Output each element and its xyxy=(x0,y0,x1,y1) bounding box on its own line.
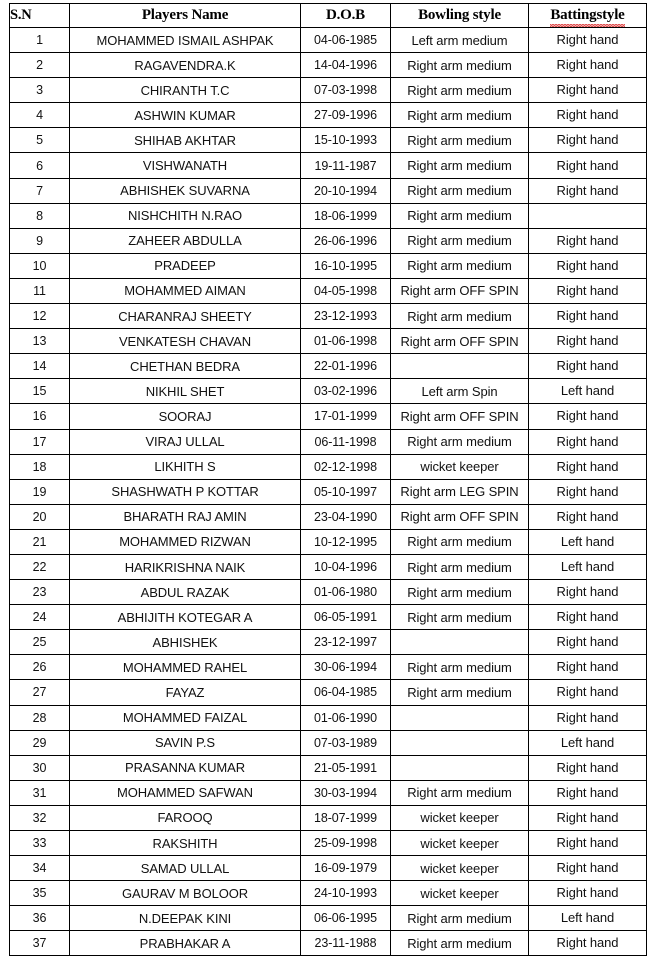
table-row[interactable] xyxy=(10,429,647,454)
cell-bowling-style[interactable]: Right arm OFF SPIN xyxy=(391,329,529,354)
cell-serial-number[interactable]: 7 xyxy=(10,178,70,203)
table-header xyxy=(10,4,647,28)
cell-player-name[interactable]: VENKATESH CHAVAN xyxy=(70,329,301,354)
table-row[interactable] xyxy=(10,404,647,429)
cell-date-of-birth[interactable]: 14-04-1996 xyxy=(301,53,391,78)
cell-serial-number[interactable]: 4 xyxy=(10,103,70,128)
cell-bowling-style[interactable]: Right arm medium xyxy=(391,655,529,680)
cell-date-of-birth[interactable]: 07-03-1989 xyxy=(301,730,391,755)
cell-date-of-birth[interactable]: 06-06-1995 xyxy=(301,906,391,931)
cell-date-of-birth[interactable]: 06-11-1998 xyxy=(301,429,391,454)
cell-bowling-style[interactable]: Left arm medium xyxy=(391,28,529,53)
table-row[interactable] xyxy=(10,304,647,329)
cell-date-of-birth[interactable]: 23-11-1988 xyxy=(301,931,391,956)
cell-player-name[interactable]: PRASANNA KUMAR xyxy=(70,755,301,780)
cell-serial-number[interactable]: 26 xyxy=(10,655,70,680)
cell-bowling-style[interactable]: Right arm LEG SPIN xyxy=(391,479,529,504)
cell-bowling-style[interactable]: Right arm medium xyxy=(391,128,529,153)
cell-bowling-style[interactable]: Right arm medium xyxy=(391,680,529,705)
cell-bowling-style[interactable]: Right arm medium xyxy=(391,103,529,128)
column-header-bowling-style[interactable]: Bowling style xyxy=(391,4,529,28)
cell-player-name[interactable]: NIKHIL SHET xyxy=(70,379,301,404)
cell-player-name[interactable]: CHARANRAJ SHEETY xyxy=(70,304,301,329)
cell-bowling-style[interactable]: wicket keeper xyxy=(391,881,529,906)
cell-serial-number[interactable]: 32 xyxy=(10,805,70,830)
table-row[interactable] xyxy=(10,906,647,931)
cell-date-of-birth[interactable]: 23-12-1993 xyxy=(301,304,391,329)
cell-bowling-style[interactable] xyxy=(391,755,529,780)
cell-player-name[interactable]: PRABHAKAR A xyxy=(70,931,301,956)
cell-player-name[interactable]: SAVIN P.S xyxy=(70,730,301,755)
column-header-dob[interactable]: D.O.B xyxy=(301,4,391,28)
cell-date-of-birth[interactable]: 24-10-1993 xyxy=(301,881,391,906)
cell-player-name[interactable]: MOHAMMED SAFWAN xyxy=(70,780,301,805)
cell-serial-number[interactable]: 30 xyxy=(10,755,70,780)
cell-bowling-style[interactable]: wicket keeper xyxy=(391,805,529,830)
cell-bowling-style[interactable]: Right arm medium xyxy=(391,178,529,203)
cell-date-of-birth[interactable]: 16-10-1995 xyxy=(301,253,391,278)
table-row[interactable] xyxy=(10,203,647,228)
cell-bowling-style[interactable]: Right arm medium xyxy=(391,529,529,554)
cell-bowling-style[interactable]: Right arm medium xyxy=(391,906,529,931)
cell-bowling-style[interactable] xyxy=(391,354,529,379)
cell-player-name[interactable]: FAYAZ xyxy=(70,680,301,705)
cell-batting-style[interactable]: Right hand xyxy=(529,856,647,881)
table-row[interactable] xyxy=(10,128,647,153)
cell-date-of-birth[interactable]: 15-10-1993 xyxy=(301,128,391,153)
cell-player-name[interactable]: SOORAJ xyxy=(70,404,301,429)
cell-batting-style[interactable]: Right hand xyxy=(529,178,647,203)
cell-player-name[interactable]: ABHISHEK SUVARNA xyxy=(70,178,301,203)
table-row[interactable] xyxy=(10,178,647,203)
cell-bowling-style[interactable]: Right arm medium xyxy=(391,78,529,103)
cell-player-name[interactable]: VISHWANATH xyxy=(70,153,301,178)
cell-date-of-birth[interactable]: 06-05-1991 xyxy=(301,605,391,630)
cell-batting-style[interactable]: Left hand xyxy=(529,554,647,579)
cell-serial-number[interactable]: 27 xyxy=(10,680,70,705)
cell-serial-number[interactable]: 25 xyxy=(10,630,70,655)
cell-batting-style[interactable]: Right hand xyxy=(529,805,647,830)
cell-bowling-style[interactable] xyxy=(391,730,529,755)
cell-batting-style[interactable]: Right hand xyxy=(529,479,647,504)
cell-bowling-style[interactable]: Right arm medium xyxy=(391,931,529,956)
cell-player-name[interactable]: RAKSHITH xyxy=(70,831,301,856)
cell-serial-number[interactable]: 28 xyxy=(10,705,70,730)
cell-serial-number[interactable]: 20 xyxy=(10,504,70,529)
cell-batting-style[interactable]: Right hand xyxy=(529,705,647,730)
cell-player-name[interactable]: MOHAMMED FAIZAL xyxy=(70,705,301,730)
cell-batting-style[interactable]: Right hand xyxy=(529,253,647,278)
cell-bowling-style[interactable]: Right arm OFF SPIN xyxy=(391,278,529,303)
column-header-players-name[interactable]: Players Name xyxy=(70,4,301,28)
cell-date-of-birth[interactable]: 05-10-1997 xyxy=(301,479,391,504)
cell-bowling-style[interactable] xyxy=(391,705,529,730)
cell-serial-number[interactable]: 31 xyxy=(10,780,70,805)
table-row[interactable] xyxy=(10,53,647,78)
table-row[interactable] xyxy=(10,554,647,579)
cell-player-name[interactable]: RAGAVENDRA.K xyxy=(70,53,301,78)
table-row[interactable] xyxy=(10,831,647,856)
cell-serial-number[interactable]: 14 xyxy=(10,354,70,379)
cell-batting-style[interactable]: Right hand xyxy=(529,655,647,680)
cell-date-of-birth[interactable]: 26-06-1996 xyxy=(301,228,391,253)
table-row[interactable] xyxy=(10,28,647,53)
table-row[interactable] xyxy=(10,103,647,128)
cell-bowling-style[interactable]: Right arm medium xyxy=(391,780,529,805)
cell-serial-number[interactable]: 5 xyxy=(10,128,70,153)
table-row[interactable] xyxy=(10,881,647,906)
table-row[interactable] xyxy=(10,630,647,655)
cell-date-of-birth[interactable]: 06-04-1985 xyxy=(301,680,391,705)
cell-bowling-style[interactable]: wicket keeper xyxy=(391,856,529,881)
cell-player-name[interactable]: CHETHAN BEDRA xyxy=(70,354,301,379)
cell-date-of-birth[interactable]: 20-10-1994 xyxy=(301,178,391,203)
cell-date-of-birth[interactable]: 01-06-1998 xyxy=(301,329,391,354)
cell-player-name[interactable]: HARIKRISHNA NAIK xyxy=(70,554,301,579)
cell-batting-style[interactable]: Right hand xyxy=(529,931,647,956)
table-row[interactable] xyxy=(10,329,647,354)
table-header-row xyxy=(10,4,647,28)
cell-serial-number[interactable]: 24 xyxy=(10,605,70,630)
cell-batting-style[interactable]: Left hand xyxy=(529,529,647,554)
cell-bowling-style[interactable]: Right arm OFF SPIN xyxy=(391,504,529,529)
cell-batting-style[interactable]: Right hand xyxy=(529,755,647,780)
cell-serial-number[interactable]: 35 xyxy=(10,881,70,906)
cell-batting-style[interactable]: Right hand xyxy=(529,53,647,78)
cell-date-of-birth[interactable]: 16-09-1979 xyxy=(301,856,391,881)
table-row[interactable] xyxy=(10,805,647,830)
table-row[interactable] xyxy=(10,705,647,730)
table-row[interactable] xyxy=(10,278,647,303)
cell-batting-style[interactable]: Right hand xyxy=(529,354,647,379)
cell-batting-style[interactable]: Right hand xyxy=(529,580,647,605)
cell-player-name[interactable]: MOHAMMED AIMAN xyxy=(70,278,301,303)
cell-date-of-birth[interactable]: 04-05-1998 xyxy=(301,278,391,303)
cell-player-name[interactable]: MOHAMMED ISMAIL ASHPAK xyxy=(70,28,301,53)
players-table xyxy=(9,3,647,956)
cell-serial-number[interactable]: 33 xyxy=(10,831,70,856)
cell-batting-style[interactable]: Right hand xyxy=(529,881,647,906)
cell-batting-style[interactable]: Right hand xyxy=(529,504,647,529)
cell-batting-style[interactable]: Right hand xyxy=(529,680,647,705)
cell-batting-style[interactable]: Right hand xyxy=(529,228,647,253)
cell-bowling-style[interactable]: wicket keeper xyxy=(391,454,529,479)
table-row[interactable] xyxy=(10,730,647,755)
cell-bowling-style[interactable]: Right arm medium xyxy=(391,228,529,253)
cell-date-of-birth[interactable]: 18-06-1999 xyxy=(301,203,391,228)
cell-batting-style[interactable]: Left hand xyxy=(529,379,647,404)
cell-player-name[interactable]: BHARATH RAJ AMIN xyxy=(70,504,301,529)
cell-batting-style[interactable]: Right hand xyxy=(529,78,647,103)
cell-bowling-style[interactable]: Right arm OFF SPIN xyxy=(391,404,529,429)
table-row[interactable] xyxy=(10,655,647,680)
cell-player-name[interactable]: ABDUL RAZAK xyxy=(70,580,301,605)
cell-serial-number[interactable]: 6 xyxy=(10,153,70,178)
cell-serial-number[interactable]: 8 xyxy=(10,203,70,228)
cell-serial-number[interactable]: 13 xyxy=(10,329,70,354)
cell-date-of-birth[interactable]: 07-03-1998 xyxy=(301,78,391,103)
cell-batting-style[interactable] xyxy=(529,203,647,228)
cell-batting-style[interactable]: Right hand xyxy=(529,278,647,303)
cell-batting-style[interactable]: Right hand xyxy=(529,831,647,856)
cell-date-of-birth[interactable]: 30-06-1994 xyxy=(301,655,391,680)
cell-serial-number[interactable]: 11 xyxy=(10,278,70,303)
cell-date-of-birth[interactable]: 23-12-1997 xyxy=(301,630,391,655)
table-row[interactable] xyxy=(10,504,647,529)
cell-batting-style[interactable]: Right hand xyxy=(529,429,647,454)
cell-bowling-style[interactable]: Right arm medium xyxy=(391,554,529,579)
cell-batting-style[interactable]: Right hand xyxy=(529,404,647,429)
cell-batting-style[interactable]: Right hand xyxy=(529,28,647,53)
cell-batting-style[interactable]: Right hand xyxy=(529,630,647,655)
cell-player-name[interactable]: LIKHITH S xyxy=(70,454,301,479)
cell-player-name[interactable]: SHASHWATH P KOTTAR xyxy=(70,479,301,504)
cell-serial-number[interactable]: 3 xyxy=(10,78,70,103)
cell-date-of-birth[interactable]: 27-09-1996 xyxy=(301,103,391,128)
cell-serial-number[interactable]: 18 xyxy=(10,454,70,479)
table-row[interactable] xyxy=(10,755,647,780)
table-row[interactable] xyxy=(10,580,647,605)
table-row[interactable] xyxy=(10,680,647,705)
table-row[interactable] xyxy=(10,605,647,630)
cell-player-name[interactable]: GAURAV M BOLOOR xyxy=(70,881,301,906)
table-row[interactable] xyxy=(10,780,647,805)
cell-date-of-birth[interactable]: 01-06-1990 xyxy=(301,705,391,730)
cell-serial-number[interactable]: 37 xyxy=(10,931,70,956)
cell-bowling-style[interactable]: Right arm medium xyxy=(391,203,529,228)
cell-bowling-style[interactable] xyxy=(391,630,529,655)
cell-serial-number[interactable]: 16 xyxy=(10,404,70,429)
cell-batting-style[interactable]: Right hand xyxy=(529,329,647,354)
cell-bowling-style[interactable]: Right arm medium xyxy=(391,253,529,278)
table-row[interactable] xyxy=(10,379,647,404)
cell-bowling-style[interactable]: Right arm medium xyxy=(391,605,529,630)
cell-batting-style[interactable]: Right hand xyxy=(529,153,647,178)
cell-serial-number[interactable]: 15 xyxy=(10,379,70,404)
cell-batting-style[interactable]: Left hand xyxy=(529,730,647,755)
cell-serial-number[interactable]: 9 xyxy=(10,228,70,253)
cell-serial-number[interactable]: 12 xyxy=(10,304,70,329)
cell-date-of-birth[interactable]: 18-07-1999 xyxy=(301,805,391,830)
cell-batting-style[interactable]: Right hand xyxy=(529,103,647,128)
table-row[interactable] xyxy=(10,153,647,178)
cell-serial-number[interactable]: 19 xyxy=(10,479,70,504)
cell-serial-number[interactable]: 34 xyxy=(10,856,70,881)
cell-player-name[interactable]: N.DEEPAK KINI xyxy=(70,906,301,931)
cell-date-of-birth[interactable]: 25-09-1998 xyxy=(301,831,391,856)
cell-serial-number[interactable]: 10 xyxy=(10,253,70,278)
cell-batting-style[interactable]: Right hand xyxy=(529,780,647,805)
cell-bowling-style[interactable]: Left arm Spin xyxy=(391,379,529,404)
cell-date-of-birth[interactable]: 17-01-1999 xyxy=(301,404,391,429)
cell-date-of-birth[interactable]: 03-02-1996 xyxy=(301,379,391,404)
cell-serial-number[interactable]: 21 xyxy=(10,529,70,554)
cell-player-name[interactable]: ZAHEER ABDULLA xyxy=(70,228,301,253)
table-row[interactable] xyxy=(10,228,647,253)
cell-serial-number[interactable]: 17 xyxy=(10,429,70,454)
cell-date-of-birth[interactable]: 04-06-1985 xyxy=(301,28,391,53)
cell-player-name[interactable]: ABHISHEK xyxy=(70,630,301,655)
cell-batting-style[interactable]: Left hand xyxy=(529,906,647,931)
cell-batting-style[interactable]: Right hand xyxy=(529,128,647,153)
table-row[interactable] xyxy=(10,253,647,278)
cell-batting-style[interactable]: Right hand xyxy=(529,605,647,630)
cell-player-name[interactable]: SAMAD ULLAL xyxy=(70,856,301,881)
cell-bowling-style[interactable]: Right arm medium xyxy=(391,153,529,178)
table-row[interactable] xyxy=(10,479,647,504)
cell-date-of-birth[interactable]: 01-06-1980 xyxy=(301,580,391,605)
cell-date-of-birth[interactable]: 02-12-1998 xyxy=(301,454,391,479)
cell-player-name[interactable]: MOHAMMED RAHEL xyxy=(70,655,301,680)
cell-player-name[interactable]: FAROOQ xyxy=(70,805,301,830)
cell-player-name[interactable]: ABHIJITH KOTEGAR A xyxy=(70,605,301,630)
cell-bowling-style[interactable]: Right arm medium xyxy=(391,53,529,78)
column-header-batting-style[interactable] xyxy=(529,4,647,28)
table-row[interactable] xyxy=(10,529,647,554)
table-row[interactable] xyxy=(10,454,647,479)
column-header-batting-style-text: Battingstyle xyxy=(550,6,625,23)
cell-serial-number[interactable]: 36 xyxy=(10,906,70,931)
column-header-sn[interactable]: S.N xyxy=(10,4,70,28)
cell-player-name[interactable]: CHIRANTH T.C xyxy=(70,78,301,103)
cell-serial-number[interactable]: 29 xyxy=(10,730,70,755)
cell-date-of-birth[interactable]: 30-03-1994 xyxy=(301,780,391,805)
cell-serial-number[interactable]: 2 xyxy=(10,53,70,78)
cell-date-of-birth[interactable]: 10-04-1996 xyxy=(301,554,391,579)
cell-player-name[interactable]: VIRAJ ULLAL xyxy=(70,429,301,454)
cell-date-of-birth[interactable]: 22-01-1996 xyxy=(301,354,391,379)
table-row[interactable] xyxy=(10,931,647,956)
table-row[interactable] xyxy=(10,354,647,379)
cell-date-of-birth[interactable]: 10-12-1995 xyxy=(301,529,391,554)
cell-serial-number[interactable]: 1 xyxy=(10,28,70,53)
cell-batting-style[interactable]: Right hand xyxy=(529,304,647,329)
cell-player-name[interactable]: PRADEEP xyxy=(70,253,301,278)
cell-bowling-style[interactable]: Right arm medium xyxy=(391,580,529,605)
cell-player-name[interactable]: ASHWIN KUMAR xyxy=(70,103,301,128)
cell-player-name[interactable]: SHIHAB AKHTAR xyxy=(70,128,301,153)
cell-date-of-birth[interactable]: 19-11-1987 xyxy=(301,153,391,178)
table-body xyxy=(10,28,647,956)
cell-player-name[interactable]: NISHCHITH N.RAO xyxy=(70,203,301,228)
table-row[interactable] xyxy=(10,78,647,103)
cell-date-of-birth[interactable]: 21-05-1991 xyxy=(301,755,391,780)
cell-date-of-birth[interactable]: 23-04-1990 xyxy=(301,504,391,529)
cell-batting-style[interactable]: Right hand xyxy=(529,454,647,479)
cell-bowling-style[interactable]: Right arm medium xyxy=(391,429,529,454)
cell-serial-number[interactable]: 23 xyxy=(10,580,70,605)
cell-player-name[interactable]: MOHAMMED RIZWAN xyxy=(70,529,301,554)
table-row[interactable] xyxy=(10,856,647,881)
cell-bowling-style[interactable]: Right arm medium xyxy=(391,304,529,329)
cell-bowling-style[interactable]: wicket keeper xyxy=(391,831,529,856)
cell-serial-number[interactable]: 22 xyxy=(10,554,70,579)
